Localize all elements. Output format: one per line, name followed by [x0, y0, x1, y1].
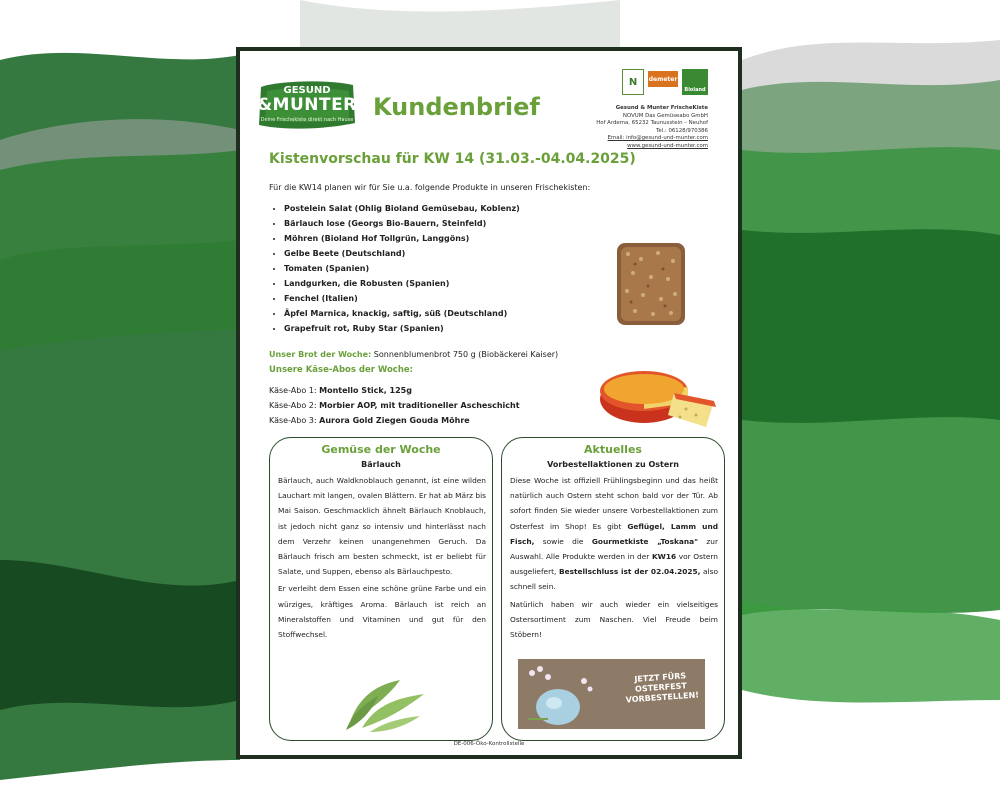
naturland-logo: N — [622, 69, 644, 95]
page-title: Kundenbrief — [373, 93, 540, 121]
box-subtitle: Vorbestellaktionen zu Ostern — [547, 460, 679, 469]
text-bold: KW16 — [651, 552, 677, 562]
news-box — [501, 437, 725, 741]
box-title: Aktuelles — [584, 443, 642, 456]
paragraph: Natürlich haben wir auch wieder ein vielseitiges Ostersortiment zum Naschen. Viel Freude beim Stöbern! — [510, 599, 718, 640]
customer-letter — [236, 47, 742, 759]
list-item: • Postelein Salat (Ohlig Bioland Gemüsebau, Koblenz) — [284, 201, 520, 216]
cheese-subscriptions-label: Unsere Käse-Abos der Woche: — [269, 365, 414, 375]
address-line: Hof Ardema, 65232 Taunusstein – Neuhof — [596, 120, 708, 127]
text: also schnell sein. — [510, 567, 718, 592]
logo-text — [257, 79, 357, 131]
box-subtitle: Bärlauch — [361, 460, 401, 469]
logo-line2: &MUNTER — [257, 95, 357, 115]
text: sowie die — [534, 536, 592, 546]
list-item: • Äpfel Marnica, knackig, saftig, süß (Deutschland) — [284, 306, 520, 321]
wild-garlic-image — [340, 674, 428, 734]
list-item: • Tomaten (Spanien) — [284, 261, 520, 276]
vegetable-of-week-box — [269, 437, 493, 741]
product-list — [269, 201, 520, 336]
text: vor Ostern ausgeliefert, — [510, 552, 718, 577]
text: Diese Woche ist offiziell Frühlingsbeginn und das heißt natürlich auch Ostern steht schon bald vor der Tür. Ab sofort finden Sie wieder unsere Vorbestellaktionen zum Osterfest im Shop! Es gibt — [510, 476, 718, 531]
list-item: • Fenchel (Italien) — [284, 291, 520, 306]
text-bold: Gourmetkiste „Toskana" — [591, 536, 699, 546]
demeter-logo: demeter — [648, 71, 678, 87]
intro-text: Für die KW14 planen wir für Sie u.a. folgende Produkte in unseren Frischekisten: — [269, 183, 591, 192]
address-line: NOVUM Das Gemüseabo GmbH — [622, 112, 708, 119]
list-item: • Grapefruit rot, Ruby Star (Spanien) — [284, 321, 520, 336]
cheese-value: Aurora Gold Ziegen Gouda Möhre — [319, 416, 470, 425]
cheese-value: Morbier AOP, mit traditioneller Ascheschicht — [319, 401, 520, 410]
easter-banner-text: JETZT FÜRS OSTERFEST VORBESTELLEN! — [625, 671, 700, 705]
paragraph: Bärlauch, auch Waldknoblauch genannt, ist eine wilden Lauchart mit langen, ovalen Blättern. Er hat ab März bis Mai Saison. Geschmacklich ähnelt Bärlauch Knoblauch, ist jedoch nicht ganz so intensiv und hinterlässt nach dem Verzehr keinen unangenehmen Geruch. Da Bärlauch frisch am besten schmeckt, ist er beliebt für Salate, und Suppen, ebenso als Bärlauchpesto. — [278, 476, 486, 577]
bread-of-week — [269, 350, 558, 359]
cheese-item — [269, 386, 412, 395]
easter-banner[interactable] — [518, 659, 705, 729]
logo-tagline: Deine Frischekiste direkt nach Hause — [260, 117, 354, 123]
cheese-item — [269, 401, 520, 410]
list-item: • Möhren (Bioland Hof Tollgrün, Langgöns) — [284, 231, 520, 246]
bread-image — [613, 239, 689, 329]
cheese-prefix: Käse-Abo 3: — [269, 416, 317, 425]
certification-logos — [622, 69, 708, 95]
company-address — [596, 105, 708, 151]
logo-line1: GESUND — [283, 85, 331, 96]
footer-certification: DE-006-Öko-Kontrollstelle — [453, 741, 525, 747]
box-body — [510, 473, 718, 644]
bread-value: Sonnenblumenbrot 750 g (Biobäckerei Kaiser) — [373, 350, 559, 359]
cheese-value: Montello Stick, 125g — [319, 386, 412, 395]
text-bold: Geflügel, Lamm und Fisch, — [510, 521, 718, 546]
email-link[interactable]: Email: info@gesund-und-munter.com — [607, 135, 708, 142]
bread-label: Unser Brot der Woche: — [269, 350, 372, 359]
company-name: Gesund & Munter FrischeKiste — [615, 105, 708, 111]
cheese-prefix: Käse-Abo 2: — [269, 401, 317, 410]
phone: Tel.: 06128/970386 — [656, 127, 708, 134]
cheese-item — [269, 416, 470, 425]
list-item: • Bärlauch lose (Georgs Bio-Bauern, Steinfeld) — [284, 216, 520, 231]
cheese-image — [596, 357, 722, 431]
paragraph — [510, 473, 718, 595]
text: zur Auswahl. Alle Produkte werden in der — [510, 536, 718, 562]
list-item: • Landgurken, die Robusten (Spanien) — [284, 276, 520, 291]
paragraph: Er verleiht dem Essen eine schöne grüne Farbe und ein würziges, kräftiges Aroma. Bärlauch ist reich an Mineralstoffen und Vitaminen und gut für den Stoffwechsel. — [278, 584, 486, 640]
bioland-logo: Bioland — [682, 69, 708, 95]
text-bold: Bestellschluss ist der 02.04.2025, — [558, 567, 701, 577]
box-body — [278, 473, 486, 644]
box-title: Gemüse der Woche — [321, 443, 441, 456]
cheese-prefix: Käse-Abo 1: — [269, 386, 317, 395]
list-item: • Gelbe Beete (Deutschland) — [284, 246, 520, 261]
week-preview-title: Kistenvorschau für KW 14 (31.03.-04.04.2025) — [269, 151, 636, 167]
website-link[interactable]: www.gesund-und-munter.com — [627, 142, 708, 149]
